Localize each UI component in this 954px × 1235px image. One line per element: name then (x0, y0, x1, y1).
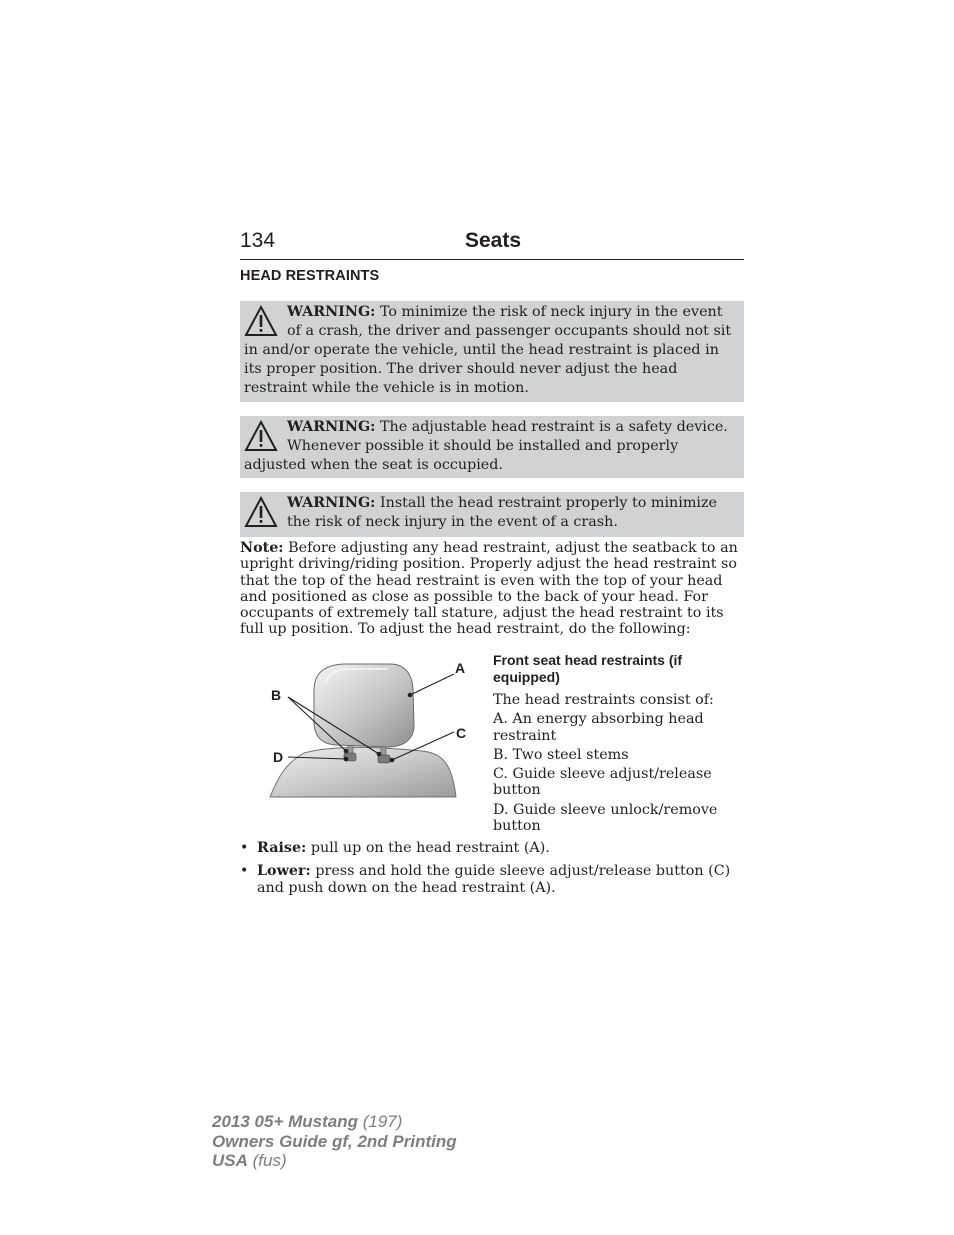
bullet-label: Raise: (257, 840, 307, 856)
figure-caption (493, 652, 744, 837)
warning-box-1 (240, 301, 744, 402)
instructions-list (240, 840, 744, 903)
footer-guide: Owners Guide gf, 2nd Printing (212, 1131, 457, 1151)
section-heading: HEAD RESTRAINTS (240, 268, 380, 284)
list-item (240, 840, 744, 856)
warning-text: The adjustable head restraint is a safety device. Whenever possible it should be installed and properly adjusted when the seat is occupied. (244, 419, 728, 473)
footer-market-code: (fus) (247, 1151, 287, 1170)
note-text: Before adjusting any head restraint, adjust the seatback to an upright driving/riding position. Properly adjust the head restraint so that the top of the head restraint is even with the top of your head and positioned as close as possible to the back of your head. For occupants of extremely tall stature, adjust the head restraint to its full up position. To adjust the head restraint, do the following: (240, 540, 738, 638)
note-paragraph (240, 540, 744, 638)
head-restraint-figure (262, 655, 480, 805)
caption-item: A. An energy absorbing head restraint (493, 711, 704, 744)
warning-text: Install the head restraint properly to minimize the risk of neck injury in the event of a crash. (287, 495, 717, 530)
head-restraint-illustration (262, 655, 480, 805)
footer-market: USA (212, 1151, 248, 1170)
warning-triangle-icon (244, 305, 278, 337)
bullet-text: press and hold the guide sleeve adjust/release button (C) and push down on the head restraint (A). (257, 863, 731, 896)
list-item (240, 863, 744, 896)
footer-imprint (212, 1112, 457, 1171)
warning-box-2 (240, 416, 744, 478)
bullet-icon: • (240, 840, 249, 856)
figure-label-c: C (456, 725, 467, 741)
figure-label-d: D (273, 749, 284, 765)
caption-item: B. Two steel stems (493, 746, 629, 763)
chapter-title: Seats (465, 229, 522, 252)
caption-item: D. Guide sleeve unlock/remove button (493, 801, 718, 835)
footer-model: 2013 05+ Mustang (212, 1112, 358, 1131)
bullet-icon: • (240, 863, 249, 880)
warning-text: To minimize the risk of neck injury in the event of a crash, the driver and passenger occupants should not sit in and/or operate the vehicle, until the head restraint is placed in its proper position. The driver should never adjust the head restraint while the vehicle is in motion. (244, 304, 732, 396)
warning-label: WARNING: (287, 495, 376, 511)
bullet-text: pull up on the head restraint (A). (306, 840, 550, 856)
page-number: 134 (240, 229, 276, 252)
note-label: Note: (240, 540, 284, 556)
warning-box-3 (240, 492, 744, 537)
footer-code: (197) (358, 1112, 403, 1131)
warning-label: WARNING: (287, 419, 376, 435)
warning-triangle-icon (244, 420, 278, 452)
caption-item: C. Guide sleeve adjust/release button (493, 766, 712, 799)
bullet-label: Lower: (257, 863, 311, 880)
header-rule (240, 259, 744, 260)
figure-label-b: B (271, 687, 282, 703)
caption-intro: The head restraints consist of: (493, 692, 714, 708)
caption-title: Front seat head restraints (if equipped) (493, 652, 683, 685)
warning-triangle-icon (244, 496, 278, 528)
warning-label: WARNING: (287, 304, 376, 320)
figure-label-a: A (455, 660, 466, 676)
